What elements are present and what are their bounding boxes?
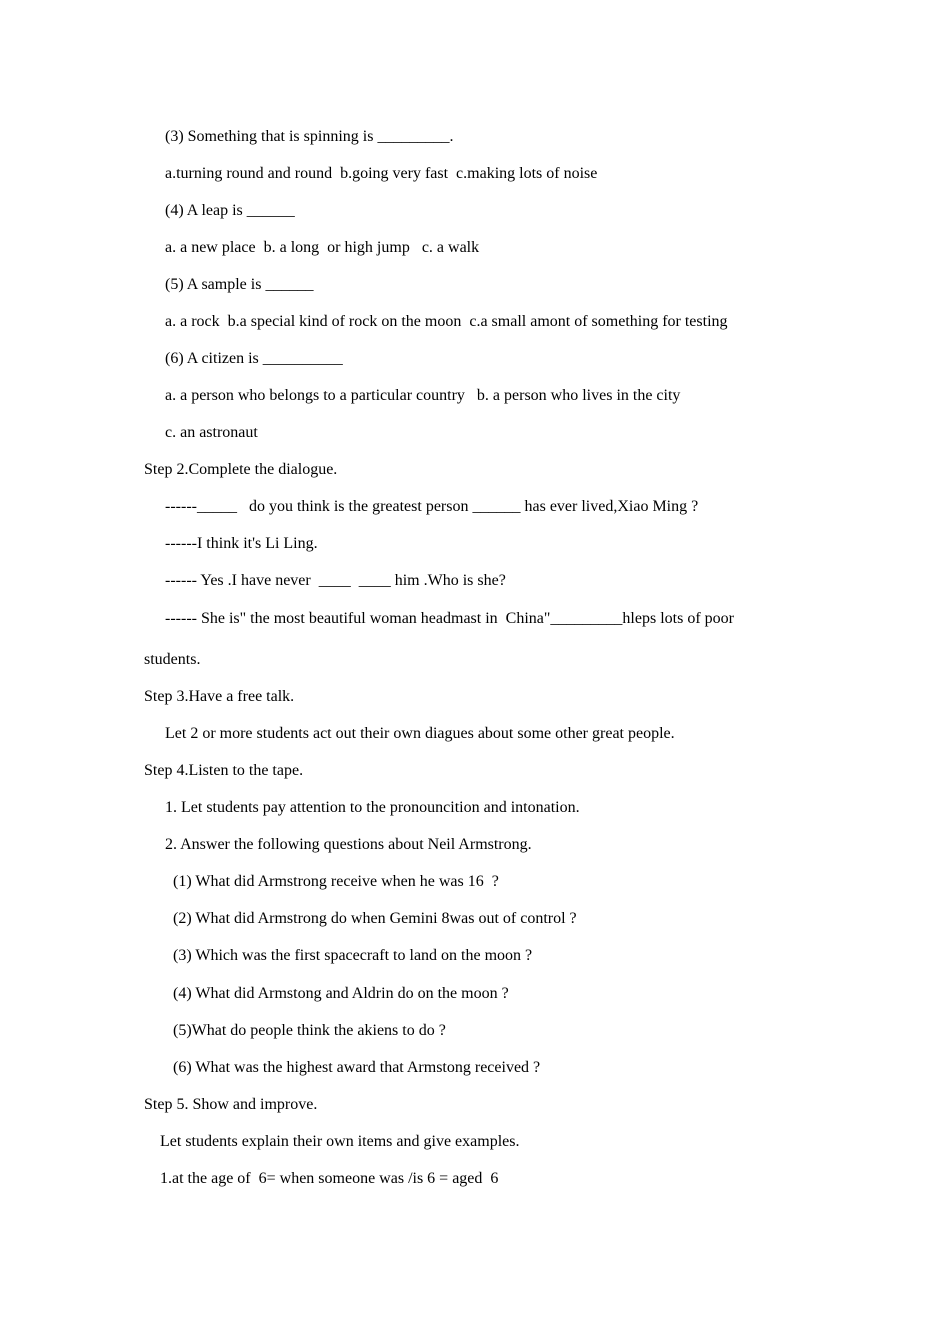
dialogue-line-3: ------ Yes .I have never ____ ____ him .Who is she? [165,572,506,589]
step-5-heading: Step 5. Show and improve. [144,1096,318,1113]
armstrong-question-2: (2) What did Armstrong do when Gemini 8was out of control ? [173,910,577,927]
armstrong-question-4: (4) What did Armstong and Aldrin do on the moon ? [173,985,509,1002]
step-5-instruction: Let students explain their own items and give examples. [160,1133,520,1150]
step-4-item-2: 2. Answer the following questions about Neil Armstrong. [165,836,532,853]
armstrong-question-6: (6) What was the highest award that Armstong received ? [173,1059,541,1076]
dialogue-line-2: ------I think it's Li Ling. [165,535,318,552]
dialogue-line-4-continued: students. [144,651,201,668]
question-4-options: a. a new place b. a long or high jump c. a walk [165,239,480,256]
step-4-heading: Step 4.Listen to the tape. [144,762,304,779]
step-3-heading: Step 3.Have a free talk. [144,688,295,705]
step-5-item-1: 1.at the age of 6= when someone was /is 6 = aged 6 [160,1170,499,1187]
armstrong-question-1: (1) What did Armstrong receive when he was 16 ? [173,873,499,890]
question-6-option-c: c. an astronaut [165,424,258,441]
question-5-options: a. a rock b.a special kind of rock on the moon c.a small amont of something for testing [165,313,728,330]
question-3-options: a.turning round and round b.going very fast c.making lots of noise [165,165,598,182]
dialogue-line-1: ------_____ do you think is the greatest person ______ has ever lived,Xiao Ming ? [165,498,699,515]
question-3: (3) Something that is spinning is _________. [165,128,454,145]
armstrong-question-5: (5)What do people think the akiens to do ? [173,1022,446,1039]
question-4: (4) A leap is ______ [165,202,295,219]
armstrong-question-3: (3) Which was the first spacecraft to land on the moon ? [173,947,533,964]
step-3-instruction: Let 2 or more students act out their own diagues about some other great people. [165,725,675,742]
question-5: (5) A sample is ______ [165,276,314,293]
dialogue-line-4: ------ She is" the most beautiful woman headmast in China"_________hleps lots of poor [165,610,734,627]
question-6-options-ab: a. a person who belongs to a particular country b. a person who lives in the city [165,387,681,404]
step-4-item-1: 1. Let students pay attention to the pronouncition and intonation. [165,799,580,816]
step-2-heading: Step 2.Complete the dialogue. [144,461,338,478]
question-6: (6) A citizen is __________ [165,350,343,367]
